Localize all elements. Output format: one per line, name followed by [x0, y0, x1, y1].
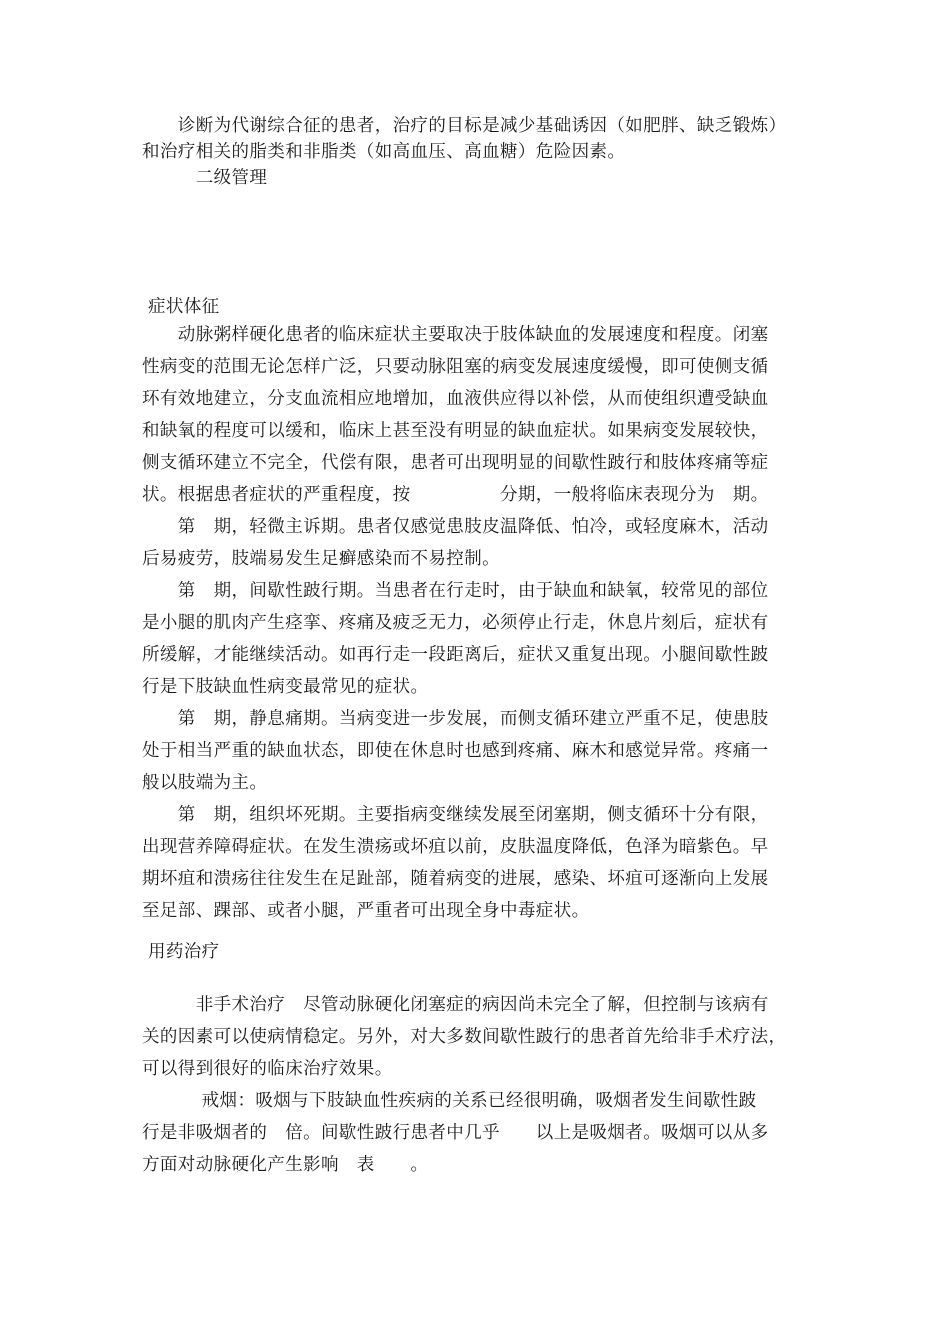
paragraph-line: 般以肢端为主。	[142, 773, 268, 793]
paragraph-line: 所缓解，才能继续活动。如再行走一段距离后，症状又重复出现。小腿间歇性跛	[142, 645, 769, 665]
paragraph-line: 可以得到很好的临床治疗效果。	[142, 1059, 393, 1079]
paragraph-line: 非手术治疗 尽管动脉硬化闭塞症的病因尚未完全了解，但控制与该病有	[142, 995, 769, 1015]
paragraph-line: 行是下肢缺血性病变最常见的症状。	[142, 677, 429, 697]
paragraph-line: 和治疗相关的脂类和非脂类（如高血压、高血糖）危险因素。	[142, 142, 626, 162]
paragraph-line: 第 期，间歇性跛行期。当患者在行走时，由于缺血和缺氧，较常见的部位	[142, 581, 769, 601]
paragraph-line: 状。根据患者症状的严重程度，按 分期，一般将临床表现分为 期。	[142, 485, 769, 505]
paragraph-line: 第 期，静息痛期。当病变进一步发展，而侧支循环建立严重不足，使患肢	[142, 709, 769, 729]
paragraph-line: 至足部、踝部、或者小腿，严重者可出现全身中毒症状。	[142, 901, 590, 921]
paragraph-line: 出现营养障碍症状。在发生溃疡或坏疽以前，皮肤温度降低，色泽为暗紫色。早	[142, 837, 769, 857]
paragraph-line: 是小腿的肌肉产生痉挛、疼痛及疲乏无力，必须停止行走，休息片刻后，症状有	[142, 613, 769, 633]
paragraph-line: 诊断为代谢综合征的患者，治疗的目标是减少基础诱因（如肥胖、缺乏锻炼）	[142, 116, 787, 136]
section-heading: 用药治疗	[142, 942, 220, 962]
section-heading: 二级管理	[142, 168, 268, 188]
paragraph-line: 期坏疽和溃疡往往发生在足趾部，随着病变的进展，感染、坏疽可逐渐向上发展	[142, 869, 769, 889]
paragraph-line: 后易疲劳，肢端易发生足癣感染而不易控制。	[142, 549, 500, 569]
paragraph-line: 行是非吸烟者的 倍。间歇性跛行患者中几乎 以上是吸烟者。吸烟可以从多	[142, 1123, 769, 1143]
paragraph-line: 戒烟：吸烟与下肢缺血性疾病的关系已经很明确，吸烟者发生间歇性跛	[142, 1091, 757, 1111]
paragraph-line: 侧支循环建立不完全，代偿有限，患者可出现明显的间歇性跛行和肢体疼痛等症	[142, 453, 769, 473]
paragraph-line: 处于相当严重的缺血状态，即使在休息时也感到疼痛、麻木和感觉异常。疼痛一	[142, 741, 769, 761]
section-heading: 症状体征	[142, 297, 220, 317]
paragraph-line: 方面对动脉硬化产生影响 表 。	[142, 1155, 429, 1175]
paragraph-line: 性病变的范围无论怎样广泛，只要动脉阻塞的病变发展速度缓慢，即可使侧支循	[142, 357, 769, 377]
paragraph-line: 关的因素可以使病情稳定。另外，对大多数间歇性跛行的患者首先给非手术疗法，	[142, 1027, 787, 1047]
paragraph-line: 第 期，组织坏死期。主要指病变继续发展至闭塞期，侧支循环十分有限，	[142, 805, 769, 825]
paragraph-line: 环有效地建立，分支血流相应地增加，血液供应得以补偿，从而使组织遭受缺血	[142, 389, 769, 409]
paragraph-line: 第 期，轻微主诉期。患者仅感觉患肢皮温降低、怕冷，或轻度麻木，活动	[142, 517, 769, 537]
paragraph-line: 动脉粥样硬化患者的临床症状主要取决于肢体缺血的发展速度和程度。闭塞	[142, 325, 769, 345]
paragraph-line: 和缺氧的程度可以缓和，临床上甚至没有明显的缺血症状。如果病变发展较快，	[142, 421, 769, 441]
